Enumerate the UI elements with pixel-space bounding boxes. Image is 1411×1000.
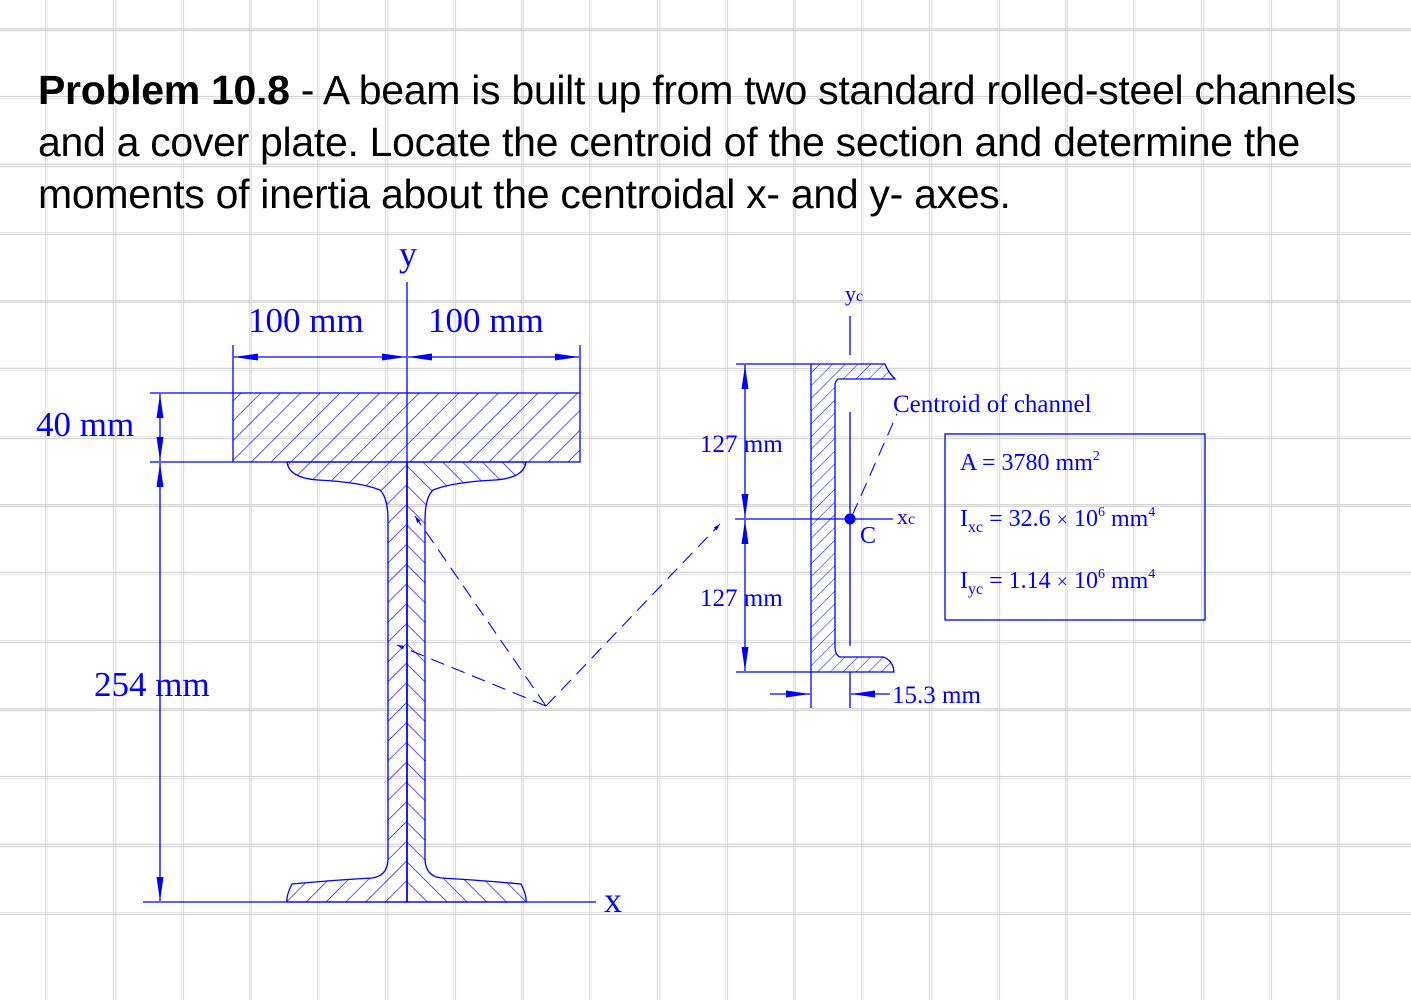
centroid-callout: Centroid of channel <box>893 391 1092 418</box>
channel-right <box>407 462 526 902</box>
iyc-value: $I_{yc} = 1.14 \times 10^6$ $mm^4$ <box>960 567 1156 598</box>
problem-number: Problem 10.8 <box>38 67 290 113</box>
centroid-letter: C <box>860 523 877 549</box>
dim-channel-lower-label: 127 mm <box>700 585 783 612</box>
cover-plate <box>233 393 580 462</box>
dim-width-left-label: 100 mm <box>248 301 364 340</box>
problem-text: - A beam is built up from two standard rolled-steel channels and a cover plate. Locate the centroid of the section and determine the moments of inertia about the centroidal x- and y- axes. <box>38 67 1357 217</box>
ixc-value: $I_{xc} = 32.6 \times 10^6$ $mm^4$ <box>960 505 1156 536</box>
x-axis-label: x <box>604 880 622 920</box>
dim-channel-upper-label: 127 mm <box>700 431 783 458</box>
centroid-marker <box>845 514 856 525</box>
y-axis-label: y <box>399 234 417 274</box>
dim-depth-label: 254 mm <box>94 665 210 704</box>
dim-width-right-label: 100 mm <box>428 301 544 340</box>
dim-plate-label: 40 mm <box>36 405 135 444</box>
area-value: A = 3780 $mm^2$ <box>960 449 1100 476</box>
yc-axis-label: yc <box>845 281 864 306</box>
channel-left <box>287 462 407 902</box>
dim-offset-label: 15.3 mm <box>892 682 981 709</box>
xc-axis-label: xc <box>897 504 916 529</box>
